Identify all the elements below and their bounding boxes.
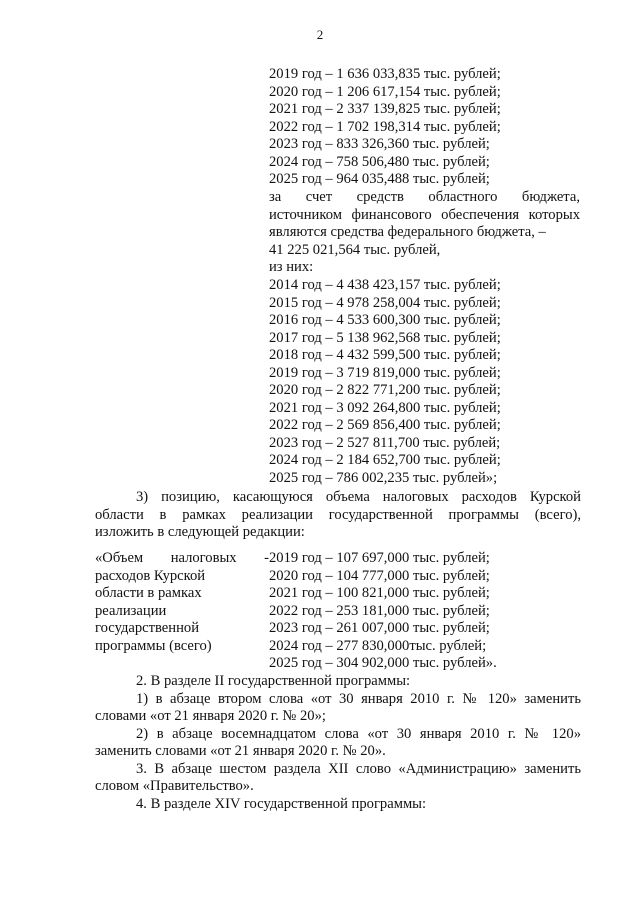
- text-line: изложить в следующей редакции:: [95, 524, 305, 540]
- list-item: 2020 год – 104 777,000 тыс. рублей;: [269, 567, 490, 584]
- list-item: 2021 год – 3 092 264,800 тыс. рублей;: [269, 399, 501, 416]
- list-item: 2023 год – 261 007,000 тыс. рублей;: [269, 620, 490, 636]
- list-item: 2022 год – 2 569 856,400 тыс. рублей;: [269, 417, 501, 433]
- position-label-line: расходов Курской: [95, 567, 206, 584]
- text-line: 1) в абзаце втором слова «от 30 января 2010 г. № 120» заменить: [136, 690, 581, 707]
- position-label-line: государственной: [95, 620, 200, 636]
- amendments-section: [95, 673, 581, 813]
- text-line: заменить словами «от 21 января 2020 г. № 20».: [95, 743, 386, 759]
- list-item: 2024 год – 758 506,480 тыс. рублей;: [269, 153, 490, 170]
- text-line: 3. В абзаце шестом раздела XII слово «Администрацию» заменить: [136, 760, 581, 777]
- federal-funding-paragraph: [269, 189, 580, 277]
- page-number: 2: [316, 27, 324, 42]
- list-item: 2023 год – 2 527 811,700 тыс. рублей;: [269, 434, 501, 451]
- list-item: 2025 год – 786 002,235 тыс. рублей»;: [269, 469, 498, 486]
- list-item: 2021 год – 100 821,000 тыс. рублей;: [269, 585, 490, 601]
- text-line: области в рамках реализации государственной программы (всего),: [95, 506, 581, 523]
- list-item: 2019 год – 107 697,000 тыс. рублей;: [269, 550, 490, 566]
- paragraph-item-3: [95, 489, 581, 542]
- list-item: 2021 год – 2 337 139,825 тыс. рублей;: [269, 101, 501, 117]
- position-label-line: «Объем налоговых -: [95, 550, 269, 566]
- list-item: 2018 год – 4 432 599,500 тыс. рублей;: [269, 347, 501, 363]
- list-item: 2023 год – 833 326,360 тыс. рублей;: [269, 136, 490, 152]
- list-item: 2024 год – 2 184 652,700 тыс. рублей;: [269, 452, 501, 468]
- position-values: [269, 550, 497, 673]
- text-line: 2. В разделе II государственной программы:: [136, 673, 411, 689]
- text-line: 3) позицию, касающуюся объема налоговых расходов Курской: [136, 489, 581, 505]
- funding-by-year-list: [269, 66, 501, 189]
- list-item: 2016 год – 4 533 600,300 тыс. рублей;: [269, 312, 501, 328]
- position-label-line: области в рамках: [95, 585, 202, 601]
- list-item: 2022 год – 1 702 198,314 тыс. рублей;: [269, 118, 501, 135]
- text-line: источником финансового обеспечения которых: [269, 206, 580, 223]
- list-item: 2015 год – 4 978 258,004 тыс. рублей;: [269, 294, 501, 311]
- list-item: 2017 год – 5 138 962,568 тыс. рублей;: [269, 329, 501, 346]
- federal-funding-by-year-list: [269, 277, 501, 487]
- list-item: 2014 год – 4 438 423,157 тыс. рублей;: [269, 277, 501, 293]
- list-item: 2019 год – 3 719 819,000 тыс. рублей;: [269, 364, 501, 381]
- text-line: за счет средств областного бюджета,: [269, 189, 580, 205]
- text-line: являются средства федерального бюджета, –: [269, 224, 546, 240]
- text-line: словом «Правительство».: [95, 778, 254, 794]
- text-line: из них:: [269, 259, 314, 275]
- text-line: словами «от 21 января 2020 г. № 20»;: [95, 708, 326, 724]
- position-label: [95, 550, 269, 655]
- list-item: 2019 год – 1 636 033,835 тыс. рублей;: [269, 66, 501, 82]
- position-label-line: программы (всего): [95, 637, 212, 654]
- position-label-line: реализации: [95, 602, 167, 619]
- funding-total: 41 225 021,564 тыс. рублей,: [269, 241, 441, 258]
- list-item: 2020 год – 2 822 771,200 тыс. рублей;: [269, 382, 501, 398]
- list-item: 2022 год – 253 181,000 тыс. рублей;: [269, 602, 490, 619]
- text-line: 4. В разделе XIV государственной программы:: [136, 795, 427, 812]
- list-item: 2024 год – 277 830,000тыс. рублей;: [269, 637, 487, 654]
- list-item: 2025 год – 964 035,488 тыс. рублей;: [269, 171, 490, 187]
- text-line: 2) в абзаце восемнадцатом слова «от 30 января 2010 г. № 120»: [136, 725, 581, 742]
- list-item: 2020 год – 1 206 617,154 тыс. рублей;: [269, 83, 501, 100]
- list-item: 2025 год – 304 902,000 тыс. рублей».: [269, 655, 497, 671]
